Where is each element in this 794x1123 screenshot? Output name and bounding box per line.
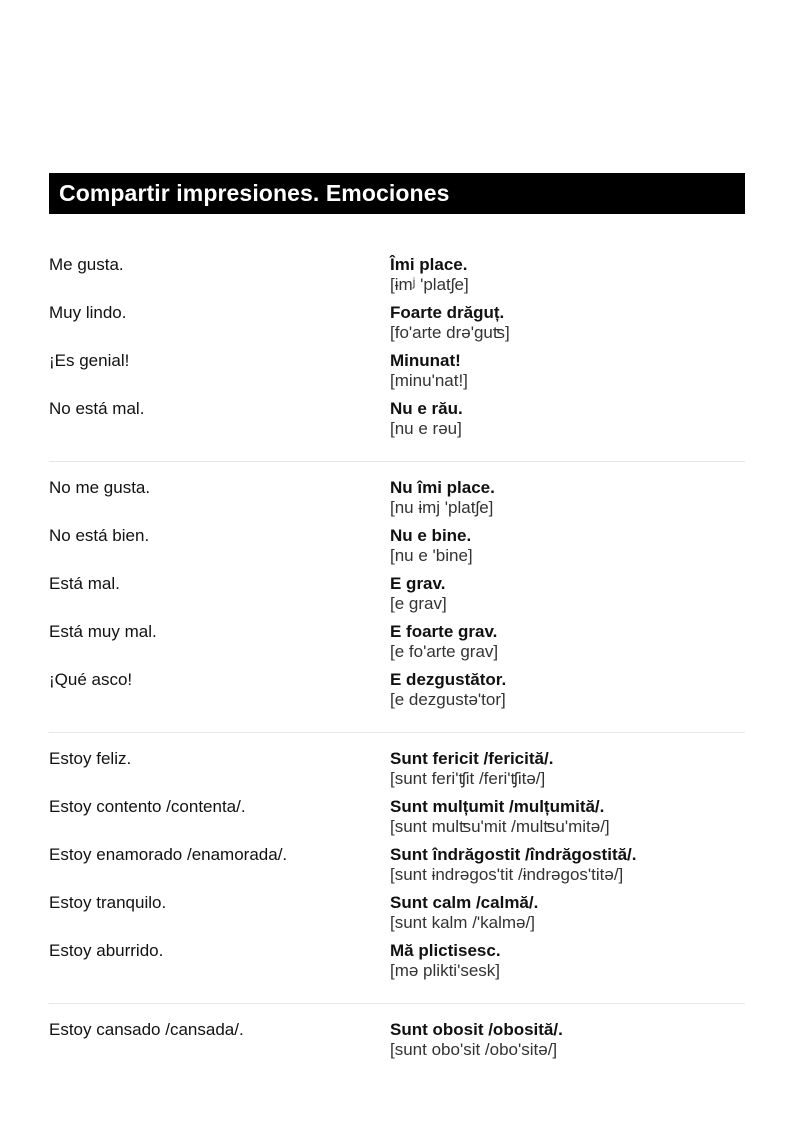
romanian-translation (390, 1020, 563, 1059)
pronunciation: [e fo'arte grav] (390, 642, 499, 661)
romanian-phrase: Mă plictisesc. (390, 941, 501, 960)
romanian-translation (390, 526, 473, 565)
phrase-entry (49, 797, 745, 845)
romanian-translation (390, 797, 610, 836)
pronunciation: [sunt obo'sit /obo'sitə/] (390, 1040, 558, 1059)
pronunciation: [nu ɨmj 'platʃe] (390, 498, 494, 517)
phrasebook-page (49, 173, 745, 1098)
pronunciation: [e dezgustə'tor] (390, 690, 506, 709)
spanish-phrase: ¡Es genial! (49, 351, 130, 370)
romanian-translation (390, 399, 463, 438)
phrase-entry (49, 255, 745, 303)
spanish-phrase: Está muy mal. (49, 622, 157, 641)
romanian-phrase: E dezgustător. (390, 670, 507, 689)
romanian-phrase: E grav. (390, 574, 446, 593)
romanian-phrase: Sunt mulțumit /mulțumită/. (390, 797, 605, 816)
section-header (49, 173, 745, 214)
spanish-phrase: Me gusta. (49, 255, 124, 274)
romanian-phrase: Minunat! (390, 351, 461, 370)
phrase-groups (49, 255, 745, 1082)
pronunciation: [nu e rəu] (390, 419, 462, 438)
pronunciation: [sunt feri'ʧit /feri'ʧitə/] (390, 769, 546, 788)
romanian-translation (390, 845, 637, 884)
romanian-phrase: Sunt calm /calmă/. (390, 893, 539, 912)
romanian-translation (390, 670, 506, 709)
phrase-entry (49, 893, 745, 941)
phrase-entry (49, 749, 745, 797)
spanish-phrase: Estoy feliz. (49, 749, 132, 768)
spanish-phrase: No está mal. (49, 399, 145, 418)
phrase-entry (49, 478, 745, 526)
phrase-group (49, 478, 745, 733)
romanian-translation (390, 941, 501, 980)
phrase-entry (49, 574, 745, 622)
pronunciation: [sunt ɨndrəgos'tit /ɨndrəgos'titə/] (390, 865, 624, 884)
romanian-translation (390, 749, 553, 788)
spanish-phrase: Estoy cansado /cansada/. (49, 1020, 244, 1039)
phrase-group (49, 255, 745, 462)
pronunciation: [e grav] (390, 594, 447, 613)
phrase-entry (49, 941, 745, 989)
pronunciation: [minu'nat!] (390, 371, 468, 390)
romanian-translation (390, 622, 498, 661)
phrase-entry (49, 351, 745, 399)
spanish-phrase: Está mal. (49, 574, 120, 593)
spanish-phrase: Estoy contento /contenta/. (49, 797, 246, 816)
pronunciation: [sunt mulʦu'mit /mulʦu'mitə/] (390, 817, 610, 836)
romanian-translation (390, 303, 510, 342)
spanish-phrase: ¡Qué asco! (49, 670, 133, 689)
phrase-group (49, 749, 745, 1004)
romanian-phrase: Nu îmi place. (390, 478, 495, 497)
romanian-translation (390, 255, 469, 294)
section-title: Compartir impresiones. Emociones (59, 180, 450, 206)
pronunciation: [ɨmʲ 'platʃe] (390, 275, 469, 294)
romanian-phrase: Îmi place. (390, 255, 468, 274)
spanish-phrase: Estoy enamorado /enamorada/. (49, 845, 288, 864)
romanian-phrase: Foarte drăguț. (390, 303, 505, 322)
spanish-phrase: No está bien. (49, 526, 150, 545)
romanian-phrase: Nu e bine. (390, 526, 472, 545)
spanish-phrase: Estoy aburrido. (49, 941, 164, 960)
phrase-entry (49, 845, 745, 893)
spanish-phrase: Estoy tranquilo. (49, 893, 167, 912)
romanian-phrase: Sunt obosit /obosită/. (390, 1020, 563, 1039)
spanish-phrase: No me gusta. (49, 478, 151, 497)
phrase-group (49, 1020, 745, 1082)
pronunciation: [mə plikti'sesk] (390, 961, 500, 980)
romanian-phrase: Nu e rău. (390, 399, 463, 418)
phrase-entry (49, 670, 745, 718)
phrase-entry (49, 1020, 745, 1068)
phrase-entry (49, 303, 745, 351)
romanian-translation (390, 351, 468, 390)
pronunciation: [nu e 'bine] (390, 546, 473, 565)
romanian-translation (390, 893, 538, 932)
romanian-phrase: E foarte grav. (390, 622, 498, 641)
romanian-phrase: Sunt fericit /fericită/. (390, 749, 554, 768)
phrase-entry (49, 622, 745, 670)
pronunciation: [sunt kalm /'kalmə/] (390, 913, 535, 932)
phrase-entry (49, 526, 745, 574)
romanian-phrase: Sunt îndrăgostit /îndrăgostită/. (390, 845, 637, 864)
romanian-translation (390, 574, 447, 613)
spanish-phrase: Muy lindo. (49, 303, 127, 322)
pronunciation: [fo'arte drə'guʦ] (390, 323, 510, 342)
romanian-translation (390, 478, 495, 517)
phrase-entry (49, 399, 745, 447)
